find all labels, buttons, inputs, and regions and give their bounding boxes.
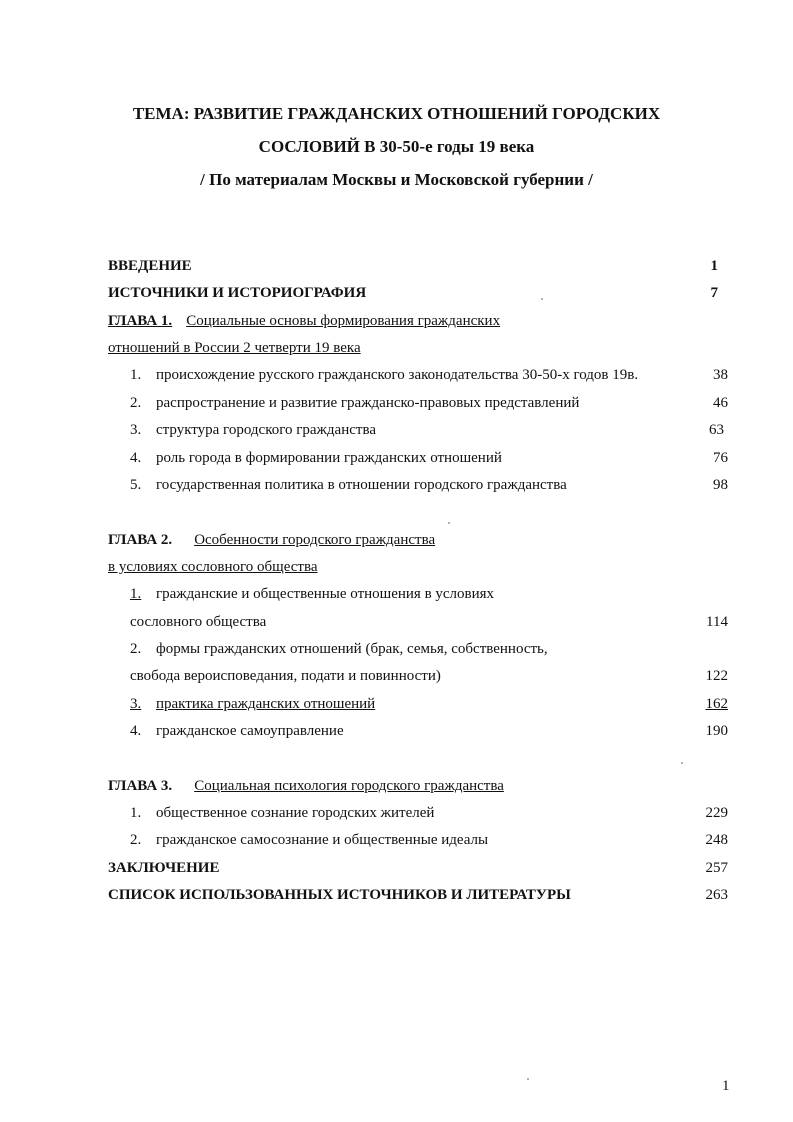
subitem-number: 1. [130, 805, 142, 821]
document-title-line-2: СОСЛОВИЙ В 30-50-е годы 19 века [258, 137, 535, 156]
subitem-number: 1. [130, 367, 142, 383]
chapter-title: Социальные основы формирования гражданских [186, 313, 501, 329]
subitem-number: 2. [130, 832, 142, 848]
subitem-text: роль города в формировании гражданских отношений [156, 450, 502, 466]
subitem-text: общественное сознание городских жителей [156, 805, 435, 821]
scan-speck [541, 298, 543, 300]
subitem-number: 5. [130, 477, 142, 493]
chapter-label: ГЛАВА 3. [108, 778, 173, 794]
document-title-line-1: ТЕМА: РАЗВИТИЕ ГРАЖДАНСКИХ ОТНОШЕНИЙ ГОРОДСКИХ [132, 104, 661, 123]
toc-subitem [108, 832, 728, 854]
chapter-title-continued: в условиях сословного общества [108, 559, 318, 575]
subitem-number: 3. [130, 696, 142, 712]
subitem-number: 2. [130, 641, 142, 657]
page-number: 1 [722, 1078, 730, 1094]
chapter-label: ГЛАВА 1. [108, 313, 173, 329]
toc-subitem [108, 450, 728, 472]
subitem-page: 114 [706, 614, 728, 630]
subitem-page: 190 [705, 723, 728, 739]
toc-subitem [108, 395, 728, 417]
subitem-number: 2. [130, 395, 142, 411]
subitem-page: 248 [705, 832, 728, 848]
toc-entry-label: ЗАКЛЮЧЕНИЕ [108, 860, 220, 876]
subitem-page: 98 [713, 477, 728, 493]
toc-entry-page: 263 [705, 887, 728, 903]
subitem-text-continued: сословного общества [130, 614, 267, 630]
toc-entry-label: СПИСОК ИСПОЛЬЗОВАННЫХ ИСТОЧНИКОВ И ЛИТЕРАТУРЫ [108, 887, 571, 903]
toc-subitem [108, 586, 728, 608]
chapter-title: Особенности городского гражданства [194, 532, 436, 548]
toc-subitem [108, 723, 728, 745]
subitem-number: 4. [130, 450, 142, 466]
toc-subitem-continued [108, 614, 728, 636]
subitem-page: 162 [705, 696, 728, 712]
subitem-text: гражданское самоуправление [156, 723, 344, 739]
toc-entry-page: 7 [710, 285, 718, 301]
toc-subitem [108, 805, 728, 827]
subitem-number: 4. [130, 723, 142, 739]
toc-entry-label: ИСТОЧНИКИ И ИСТОРИОГРАФИЯ [108, 285, 367, 301]
subitem-page: 229 [705, 805, 728, 821]
toc-entry-page: 1 [710, 258, 718, 274]
toc-subitem [108, 641, 728, 663]
toc-chapter-1-heading [108, 313, 728, 335]
scan-speck [448, 522, 450, 524]
subitem-text: распространение и развитие гражданско-правовых представлений [156, 395, 580, 411]
toc-subitem-continued [108, 668, 728, 690]
scan-speck [527, 1078, 529, 1080]
subitem-text-continued: свобода вероисповедания, подати и повинности) [130, 668, 441, 684]
subitem-text: практика гражданских отношений [156, 696, 376, 712]
toc-subitem [108, 422, 728, 444]
toc-entry-label: ВВЕДЕНИЕ [108, 258, 192, 274]
subitem-page: 122 [705, 668, 728, 684]
chapter-label: ГЛАВА 2. [108, 532, 173, 548]
toc-entry-sources [108, 285, 728, 307]
document-subtitle: / По материалам Москвы и Московской губернии / [200, 170, 593, 189]
subitem-text: гражданские и общественные отношения в условиях [156, 586, 495, 602]
toc-entry-conclusion [108, 860, 728, 882]
toc-chapter-3-heading [108, 778, 728, 800]
toc-entry-bibliography [108, 887, 728, 909]
subitem-text: формы гражданских отношений (брак, семья, собственность, [156, 641, 548, 657]
toc-subitem [108, 477, 728, 499]
subitem-text: государственная политика в отношении городского гражданства [156, 477, 567, 493]
toc-subitem [108, 367, 728, 389]
subitem-number: 3. [130, 422, 142, 438]
subitem-page: 46 [713, 395, 728, 411]
subitem-number: 1. [130, 586, 142, 602]
toc-entry-intro [108, 258, 728, 280]
toc-subitem [108, 696, 728, 718]
subitem-text: происхождение русского гражданского законодательства 30-50-х годов 19в. [156, 367, 639, 383]
toc-chapter-2-heading-line-2 [108, 559, 728, 581]
chapter-title: Социальная психология городского гражданства [194, 778, 504, 794]
subitem-text: структура городского гражданства [156, 422, 376, 438]
subitem-page: 76 [713, 450, 728, 466]
toc-entry-page: 257 [705, 860, 728, 876]
toc-chapter-1-heading-line-2 [108, 340, 728, 362]
subitem-text: гражданское самосознание и общественные идеалы [156, 832, 489, 848]
chapter-title-continued: отношений в России 2 четверти 19 века [108, 340, 361, 356]
subitem-page: 63 [709, 422, 724, 438]
subitem-page: 38 [713, 367, 728, 383]
toc-chapter-2-heading [108, 532, 728, 554]
scan-speck [681, 762, 683, 764]
